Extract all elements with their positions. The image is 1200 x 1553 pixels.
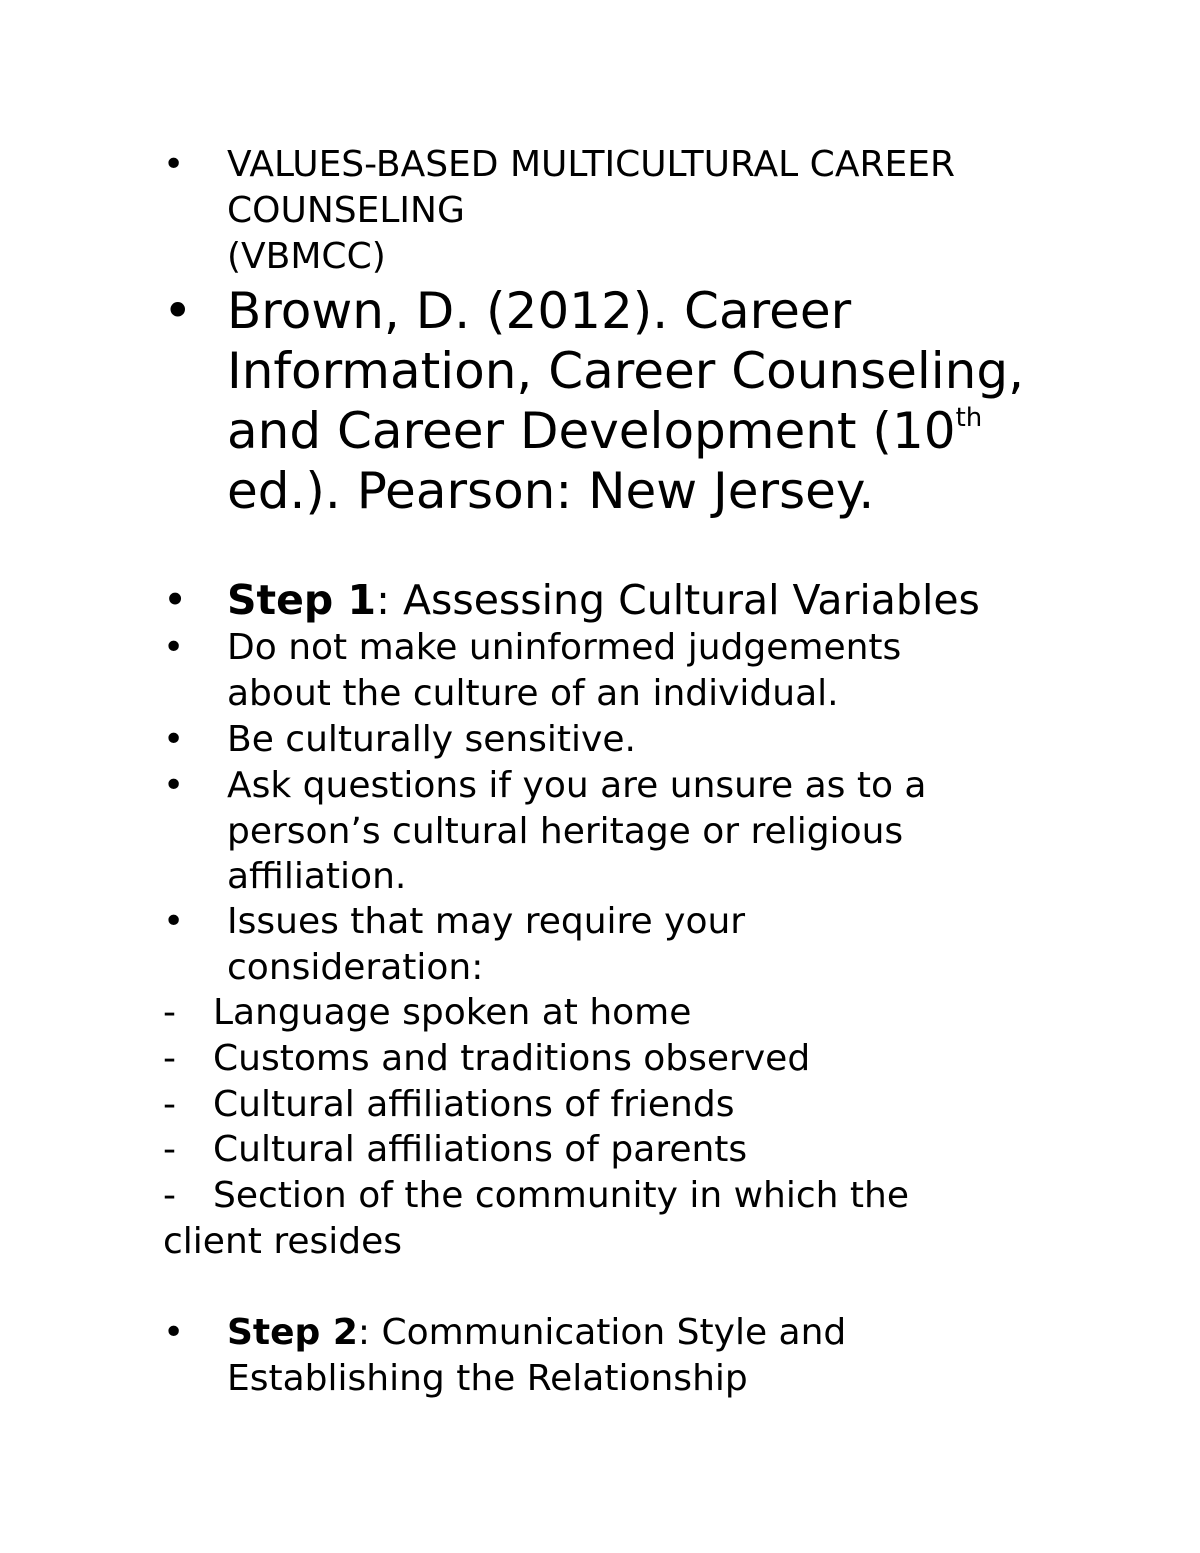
citation-item [163,281,1063,521]
issue-item: - Language spoken at home [163,990,1063,1036]
issue-item: - Section of the community in which the client resides [163,1175,909,1262]
list-item: • Ask questions if you are unsure as to a person’s cultural heritage or religious affiliation. [163,765,927,897]
dash-icon: - [163,992,176,1033]
bullet-icon: • [163,144,185,185]
bullet-icon: • [163,627,185,668]
bullet-icon: • [163,576,188,624]
dash-icon: - [163,1084,176,1125]
list-item: • Be culturally sensitive. [163,717,963,763]
citation-text: Brown, D. (2012). Career Information, Career Counseling, and Career Development (10th ed.). Pearson: New Jersey. [227,282,1024,520]
dash-icon: - [163,1038,176,1079]
step1-heading: • Step 1: Assessing Cultural Variables [163,576,980,624]
step2-heading: • Step 2: Communication Style and Establishing the Relationship [163,1312,847,1399]
heading-item [163,142,1053,280]
bullet-icon: • [163,765,185,806]
document-title: VALUES-BASED MULTICULTURAL CAREER COUNSELING (VBMCC) [227,144,955,277]
bullet-icon: • [163,901,185,942]
bullet-icon: • [163,719,185,760]
dash-icon: - [163,1129,176,1170]
list-item: • Do not make uninformed judgements about the culture of an individual. [163,627,902,714]
issue-item: - Cultural affiliations of friends [163,1082,1063,1128]
issue-item: - Cultural affiliations of parents [163,1127,1063,1173]
dash-icon: - [163,1175,176,1216]
bullet-icon: • [163,1312,185,1353]
list-item: • Issues that may require your consideration: [163,901,746,988]
issue-item: - Customs and traditions observed [163,1036,1063,1082]
bullet-icon: • [163,282,193,340]
